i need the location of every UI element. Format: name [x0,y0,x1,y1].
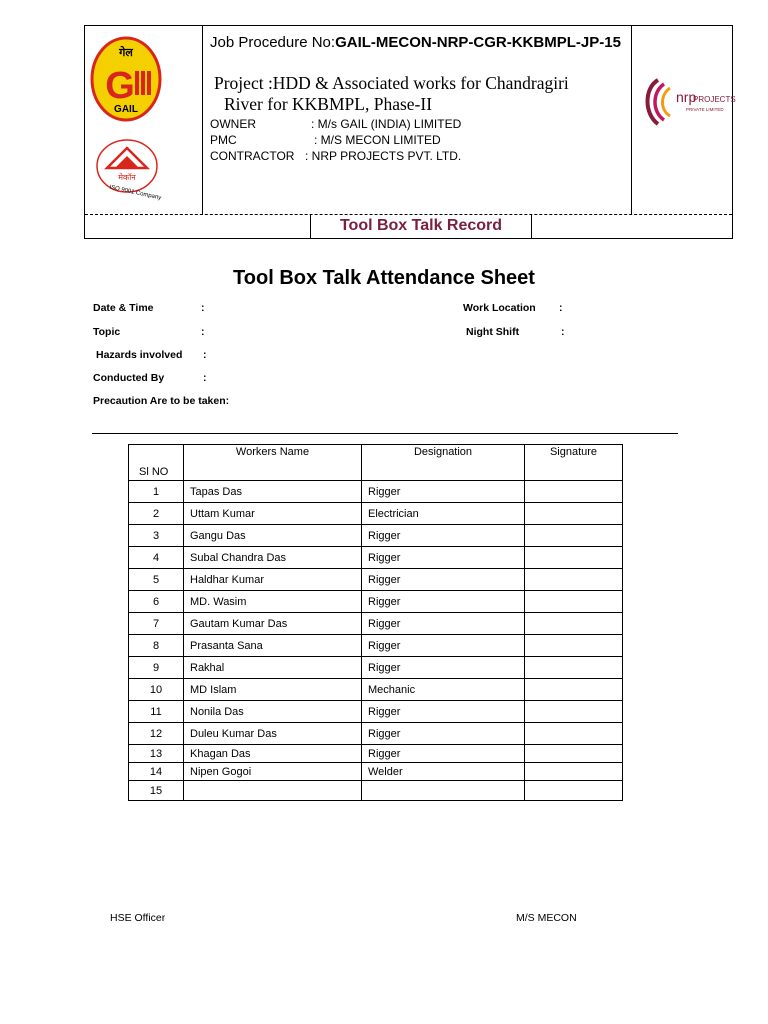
svg-text:PROJECTS: PROJECTS [693,95,736,104]
table-body [129,481,623,801]
designation-cell: Rigger [362,745,525,763]
sl-cell: 4 [129,547,184,569]
sl-cell: 12 [129,723,184,745]
signature-cell [525,701,623,723]
svg-text:GAIL: GAIL [114,104,138,115]
hazards-label: Hazards involved [96,349,183,361]
designation-cell: Electrician [362,503,525,525]
table-row [129,679,623,701]
designation-cell: Welder [362,763,525,781]
header-designation: Designation [362,445,525,481]
signature-cell [525,763,623,781]
colon: : [201,302,205,314]
signature-cell [525,525,623,547]
signature-cell [525,635,623,657]
designation-cell: Rigger [362,547,525,569]
table-row [129,635,623,657]
designation-cell: Rigger [362,701,525,723]
sl-cell: 8 [129,635,184,657]
signature-cell [525,781,623,801]
name-cell: Rakhal [184,657,362,679]
designation-cell: Rigger [362,481,525,503]
colon: : [561,326,565,338]
name-cell: Tapas Das [184,481,362,503]
colon: : [203,349,207,361]
svg-text:ISO 9001 Company: ISO 9001 Company [108,184,162,202]
sl-cell: 7 [129,613,184,635]
gail-logo [90,36,162,122]
sl-cell: 15 [129,781,184,801]
topic-label: Topic [93,326,121,338]
designation-cell: Rigger [362,525,525,547]
table-row [129,591,623,613]
name-cell: Uttam Kumar [184,503,362,525]
mecon-logo [95,138,167,202]
sl-cell: 9 [129,657,184,679]
designation-cell: Rigger [362,569,525,591]
name-cell: MD Islam [184,679,362,701]
hse-officer-label: HSE Officer [110,912,166,924]
sl-cell: 3 [129,525,184,547]
sl-cell: 14 [129,763,184,781]
sl-cell: 2 [129,503,184,525]
svg-text:गेल: गेल [119,46,133,59]
designation-cell: Rigger [362,635,525,657]
signature-cell [525,569,623,591]
precaution-label: Precaution Are to be taken: [93,395,230,407]
name-cell: Subal Chandra Das [184,547,362,569]
signature-cell [525,503,623,525]
attendance-table [128,444,623,801]
table-row [129,503,623,525]
colon: : [201,326,205,338]
name-cell: Nonila Das [184,701,362,723]
conducted-by-label: Conducted By [93,372,165,384]
work-location-label: Work Location [463,302,536,314]
mecon-label: M/S MECON [516,912,577,924]
table-header-row [129,445,623,481]
name-cell: Haldhar Kumar [184,569,362,591]
name-cell: Nipen Gogoi [184,763,362,781]
colon: : [203,372,207,384]
table-row [129,723,623,745]
name-cell [184,781,362,801]
name-cell: Khagan Das [184,745,362,763]
table-row [129,763,623,781]
svg-text:PRIVATE LIMITED: PRIVATE LIMITED [686,107,724,112]
designation-cell: Mechanic [362,679,525,701]
signature-cell [525,481,623,503]
table-row [129,781,623,801]
designation-cell: Rigger [362,613,525,635]
table-row [129,525,623,547]
divider [92,433,678,434]
page-title: Tool Box Talk Attendance Sheet [233,267,535,289]
header-sl-no: Sl NO [129,445,184,481]
parties-list: OWNER : M/s GAIL (INDIA) LIMITED PMC : M/S MECON LIMITED CONTRACTOR : NRP PROJECTS PVT. LTD. [210,117,462,163]
table-row [129,481,623,503]
name-cell: Gangu Das [184,525,362,547]
name-cell: MD. Wasim [184,591,362,613]
signature-cell [525,723,623,745]
table-row [129,613,623,635]
designation-cell: Rigger [362,723,525,745]
job-procedure: Job Procedure No:GAIL-MECON-NRP-CGR-KKBMPL-JP-15 [210,34,621,51]
name-cell: Duleu Kumar Das [184,723,362,745]
table-row [129,701,623,723]
signature-cell [525,613,623,635]
sl-cell: 10 [129,679,184,701]
designation-cell: Rigger [362,591,525,613]
project-title: Project :HDD & Associated works for Chandragiri River for KKBMPL, Phase-II [214,73,569,114]
name-cell: Prasanta Sana [184,635,362,657]
designation-cell: Rigger [362,657,525,679]
table-row [129,745,623,763]
svg-text:nrp: nrp [676,89,697,105]
sl-cell: 11 [129,701,184,723]
sl-cell: 1 [129,481,184,503]
table-row [129,569,623,591]
designation-cell [362,781,525,801]
header-signature: Signature [525,445,623,481]
colon: : [559,302,563,314]
nrp-projects-logo [640,70,736,132]
name-cell: Gautam Kumar Das [184,613,362,635]
date-time-label: Date & Time [93,302,154,314]
table-row [129,547,623,569]
signature-cell [525,657,623,679]
signature-cell [525,679,623,701]
night-shift-label: Night Shift [466,326,520,338]
signature-cell [525,547,623,569]
record-title: Tool Box Talk Record [339,217,503,234]
sl-cell: 6 [129,591,184,613]
signature-cell [525,745,623,763]
svg-text:G: G [105,65,135,107]
header-workers-name: Workers Name [184,445,362,481]
sl-cell: 13 [129,745,184,763]
table-row [129,657,623,679]
svg-text:मेकॉन: मेकॉन [118,173,136,182]
sl-cell: 5 [129,569,184,591]
signature-cell [525,591,623,613]
